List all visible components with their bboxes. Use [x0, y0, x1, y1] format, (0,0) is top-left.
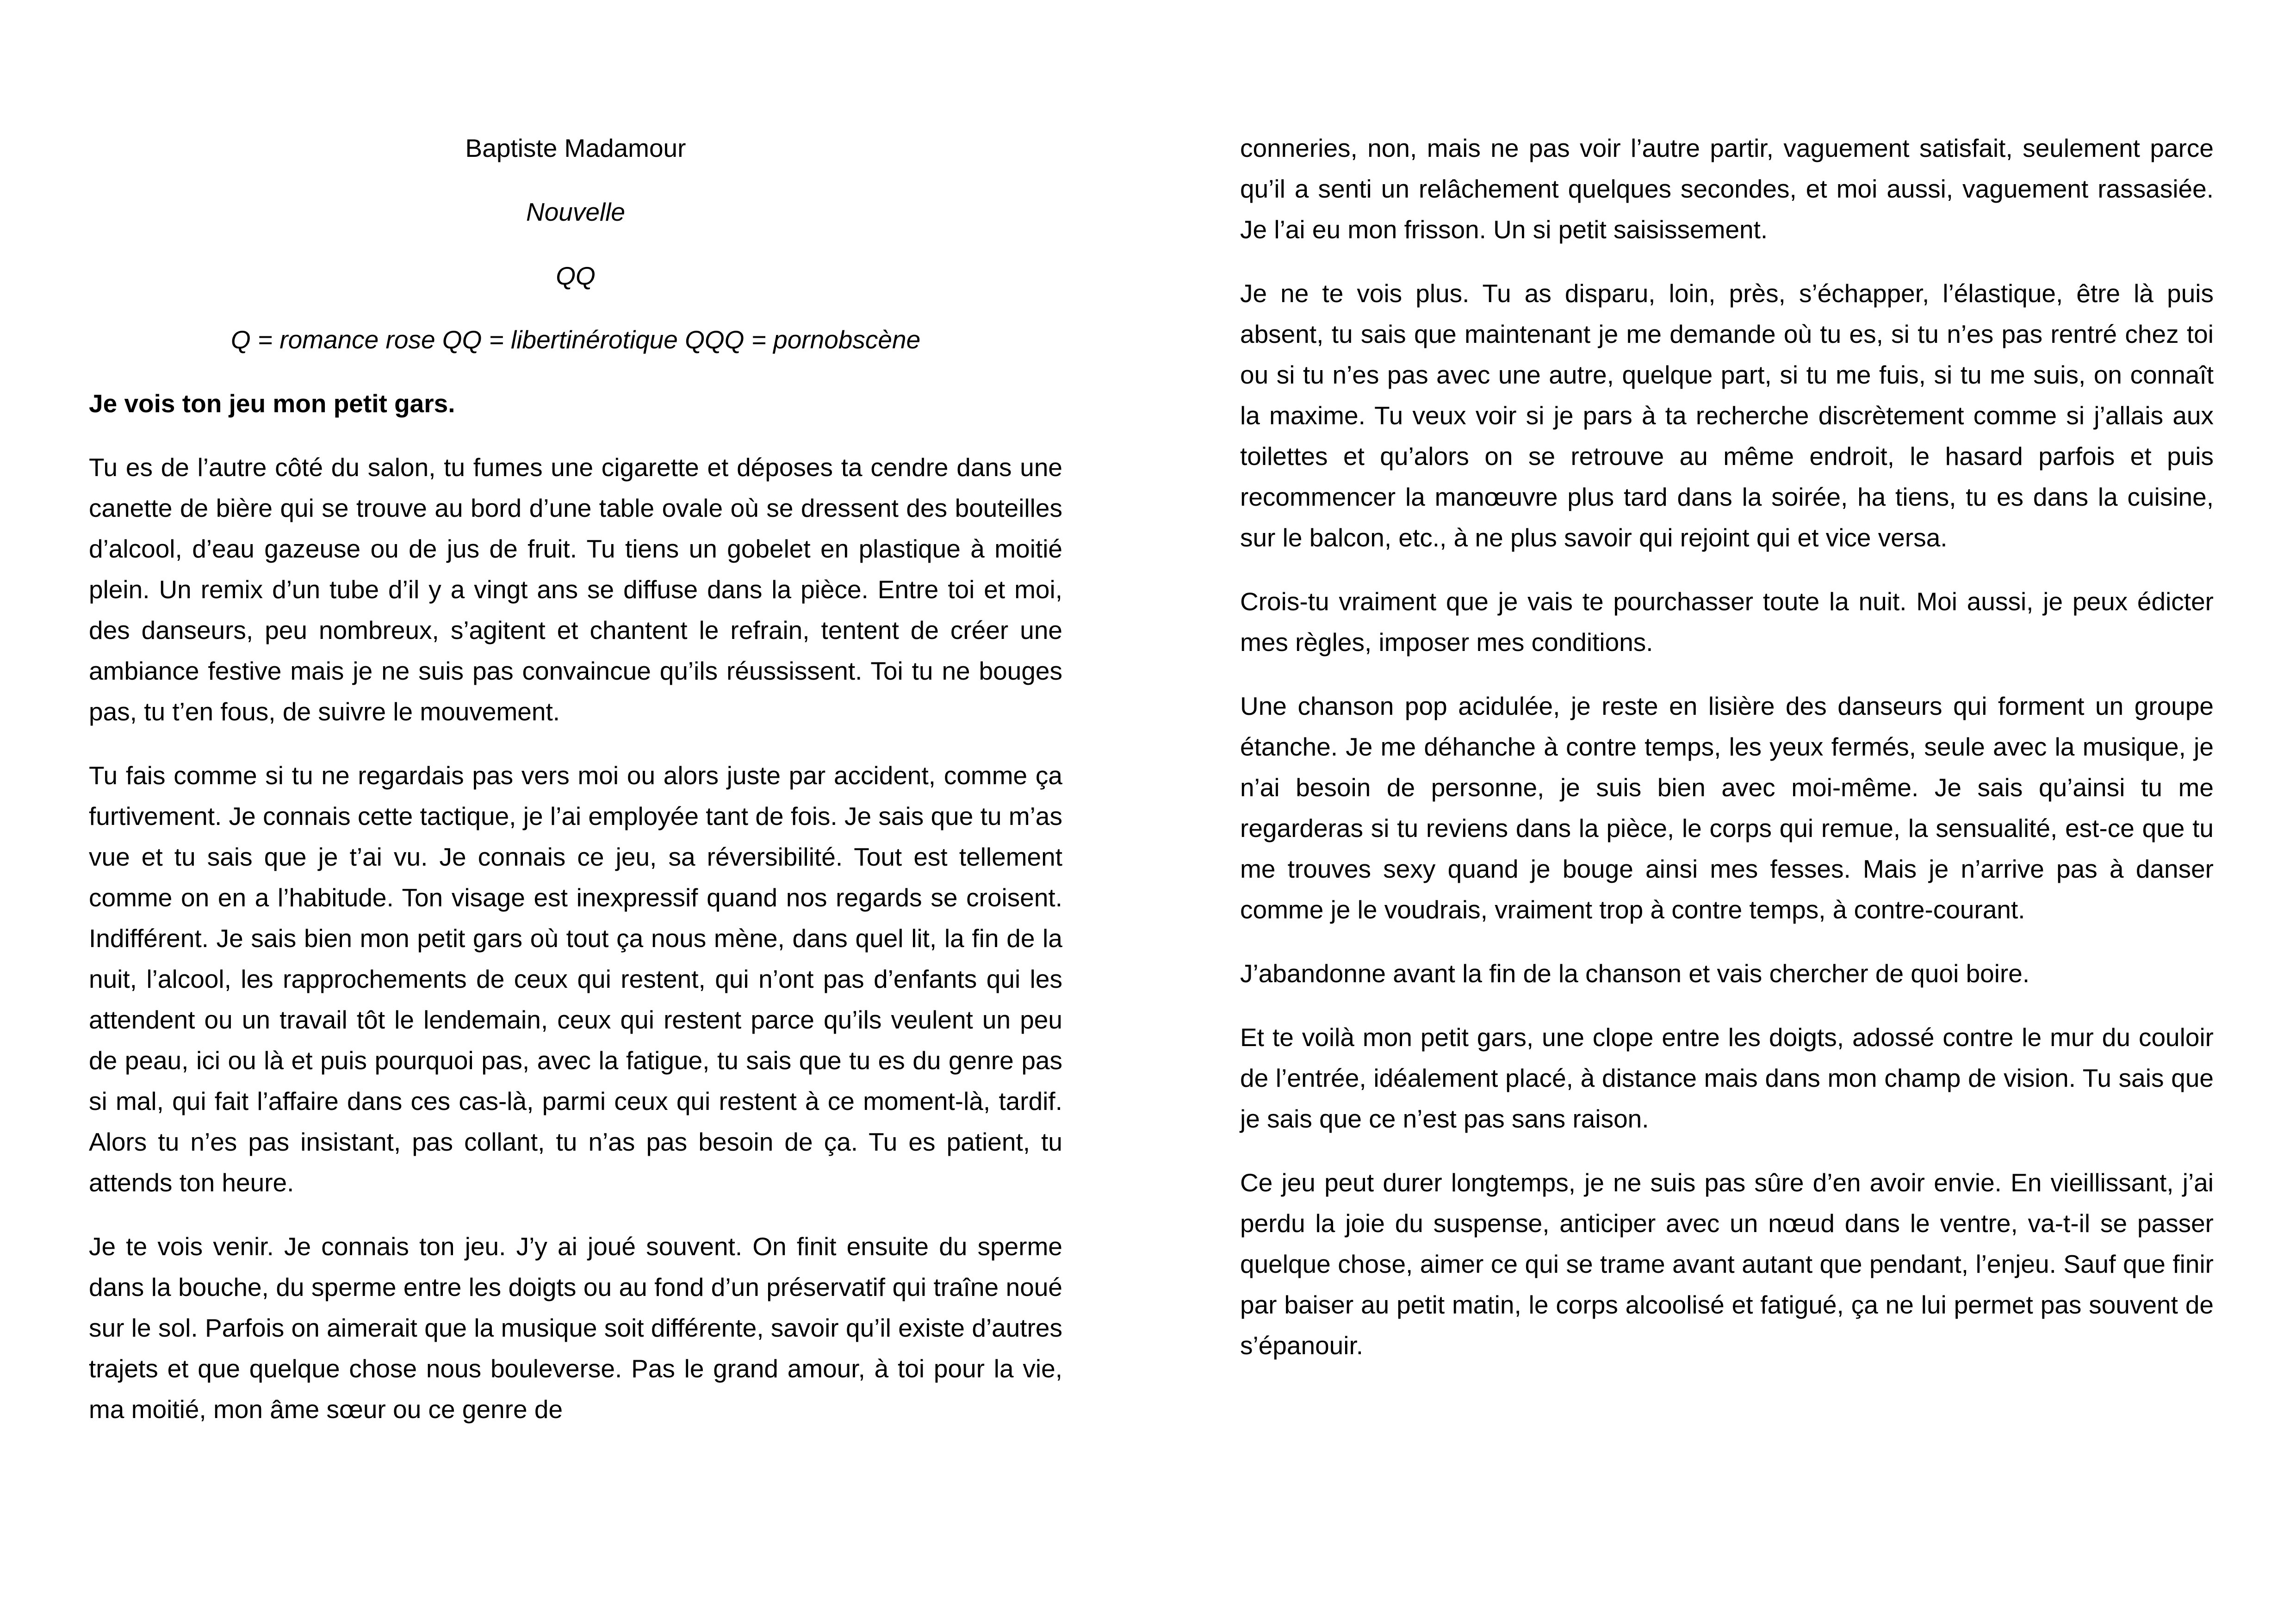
paragraph: J’abandonne avant la fin de la chanson et vais chercher de quoi boire.	[1240, 959, 2030, 988]
rating-legend: Q = romance rose QQ = libertinérotique QQQ = pornobscène	[230, 325, 921, 354]
paragraph: Je ne te vois plus. Tu as disparu, loin, près, s’échapper, l’élastique, être là puis absent, tu sais que maintenant je me demande où tu es, si tu n’es pas rentré chez toi ou si tu n’es pas avec une autre, quelque part, si tu me fuis, si tu me suis, on connaît la maxime. Tu veux voir si je pars à ta recherche discrètement comme si j’allais aux toilettes et qu’alors on se retrouve au même endroit, le hasard parfois et puis recommencer la manœuvre plus tard dans la soirée, ha tiens, tu es dans la cuisine, sur le balcon, etc., à ne plus savoir qui rejoint qui et vice versa.	[1240, 279, 2214, 552]
paragraph: Une chanson pop acidulée, je reste en lisière des danseurs qui forment un groupe étanche. Je me déhanche à contre temps, les yeux fermés, seule avec la musique, je n’ai besoin de personne, je suis bien avec moi-même. Je sais qu’ainsi tu me regarderas si tu reviens dans la pièce, le corps qui remue, la sensualité, est-ce que tu me trouves sexy quand je bouge ainsi mes fesses. Mais je n’arrive pas à danser comme je le voudrais, vraiment trop à contre temps, à contre-courant.	[1240, 692, 2214, 924]
paragraph: Ce jeu peut durer longtemps, je ne suis pas sûre d’en avoir envie. En vieillissant, j’ai perdu la joie du suspense, anticiper avec un nœud dans le ventre, va-t-il se passer quelque chose, aimer ce qui se trame avant autant que pendant, l’enjeu. Sauf que finir par baiser au petit matin, le corps alcoolisé et fatigué, ça ne lui permet pas souvent de s’épanouir.	[1240, 1168, 2214, 1360]
author-name: Baptiste Madamour	[465, 134, 686, 162]
paragraph: Crois-tu vraiment que je vais te pourchasser toute la nuit. Moi aussi, je peux édicter mes règles, imposer mes conditions.	[1240, 587, 2214, 657]
paragraph: Tu fais comme si tu ne regardais pas vers moi ou alors juste par accident, comme ça furtivement. Je connais cette tactique, je l’ai employée tant de fois. Je sais que tu m’as vue et tu sais que je t’ai vu. Je connais ce jeu, sa réversibilité. Tout est tellement comme on en a l’habitude. Ton visage est inexpressif quand nos regards se croisent. Indifférent. Je sais bien mon petit gars où tout ça nous mène, dans quel lit, la fin de la nuit, l’alcool, les rapprochements de ceux qui restent, qui n’ont pas d’enfants qui les attendent ou un travail tôt le lendemain, ceux qui restent parce qu’ils veulent un peu de peau, ici ou là et puis pourquoi pas, avec la fatigue, tu sais que tu es du genre pas si mal, qui fait l’affaire dans ces cas-là, parmi ceux qui restent à ce moment-là, tardif. Alors tu n’es pas insistant, pas collant, tu n’as pas besoin de ça. Tu es patient, tu attends ton heure.	[89, 761, 1062, 1197]
paragraph: Je te vois venir. Je connais ton jeu. J’y ai joué souvent. On finit ensuite du sperme dans la bouche, du sperme entre les doigts ou au fond d’un préservatif qui traîne noué sur le sol. Parfois on aimerait que la musique soit différente, savoir qu’il existe d’autres trajets et que quelque chose nous bouleverse. Pas le grand amour, à toi pour la vie, ma moitié, mon âme sœur ou ce genre de	[89, 1232, 1062, 1424]
paragraph: Et te voilà mon petit gars, une clope entre les doigts, adossé contre le mur du couloir de l’entrée, idéalement placé, à distance mais dans mon champ de vision. Tu sais que je sais que ce n’est pas sans raison.	[1240, 1023, 2214, 1133]
story-title: Je vois ton jeu mon petit gars.	[89, 389, 455, 418]
left-column	[89, 128, 1062, 1453]
paragraph: Tu es de l’autre côté du salon, tu fumes une cigarette et déposes ta cendre dans une canette de bière qui se trouve au bord d’une table ovale où se dressent des bouteilles d’alcool, d’eau gazeuse ou de jus de fruit. Tu tiens un gobelet en plastique à moitié plein. Un remix d’un tube d’il y a vingt ans se diffuse dans la pièce. Entre toi et moi, des danseurs, peu nombreux, s’agitent et chantent le refrain, tentent de créer une ambiance festive mais je ne suis pas convaincue qu’ils réussissent. Toi tu ne bouges pas, tu t’en fous, de suivre le mouvement.	[89, 453, 1062, 726]
right-column	[1240, 128, 2214, 1389]
genre-label: Nouvelle	[526, 198, 625, 226]
rating-label: QQ	[556, 261, 596, 290]
paragraph: conneries, non, mais ne pas voir l’autre partir, vaguement satisfait, seulement parce qu’il a senti un relâchement quelques secondes, et moi aussi, vaguement rassasiée. Je l’ai eu mon frisson. Un si petit saisissement.	[1240, 134, 2214, 244]
